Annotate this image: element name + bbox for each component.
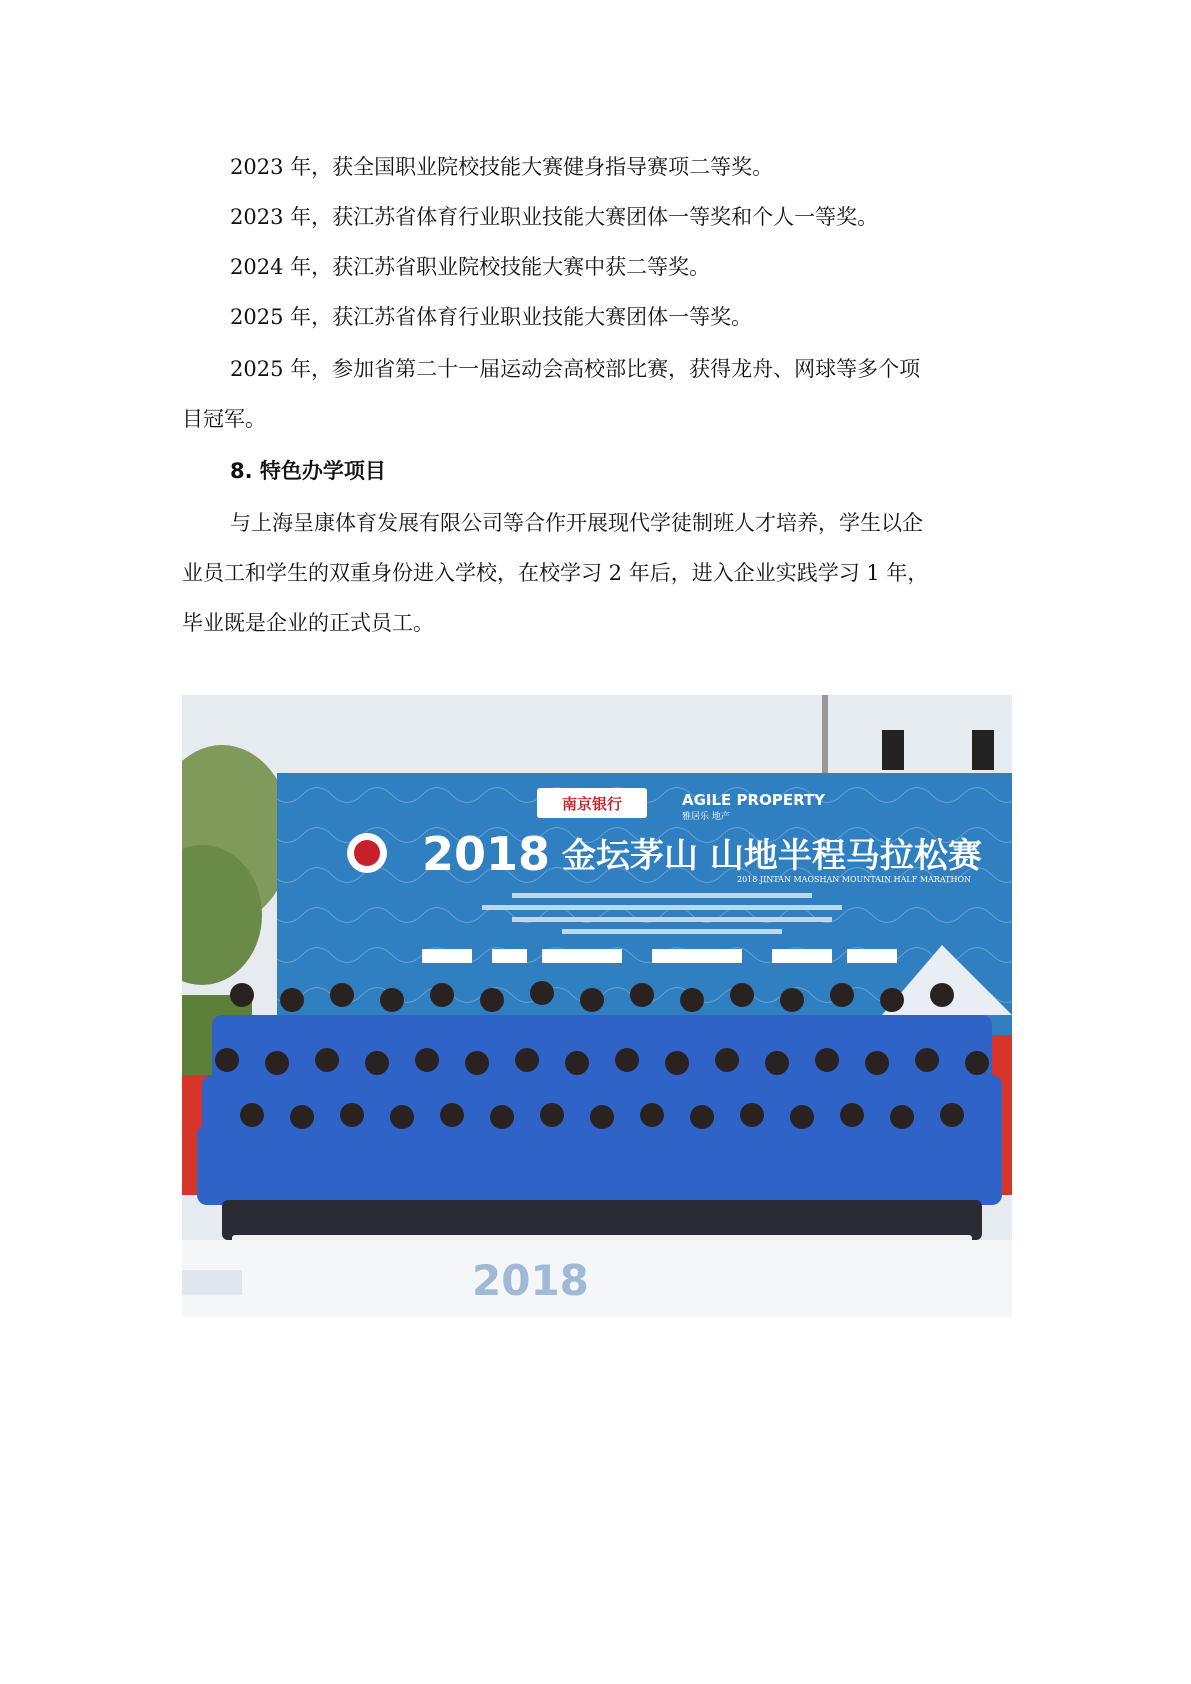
banner-sponsor-property: AGILE PROPERTY bbox=[682, 791, 826, 809]
award-line-1: 2023 年，获全国职业院校技能大赛健身指导赛项二等奖。 bbox=[230, 155, 774, 179]
banner-sponsor-bank: 南京银行 bbox=[561, 795, 623, 813]
award-line-4: 2025 年，获江苏省体育行业职业技能大赛团体一等奖。 bbox=[230, 305, 753, 329]
banner-year: 2018 bbox=[422, 827, 551, 881]
section-heading: 8. 特色办学项目 bbox=[230, 459, 386, 483]
award-line-5-cont: 目冠军。 bbox=[182, 407, 266, 431]
paragraph-line-1: 与上海呈康体育发展有限公司等合作开展现代学徒制班人才培养，学生以企 bbox=[230, 511, 923, 535]
ground-banner-year: 2018 bbox=[472, 1256, 589, 1305]
banner-title: 金坛茅山 山地半程马拉松赛 bbox=[562, 836, 982, 876]
paragraph-line-3: 毕业既是企业的正式员工。 bbox=[182, 611, 434, 635]
group-photo bbox=[182, 695, 1012, 1317]
banner-subtitle: 2018 JINTAN MAOSHAN MOUNTAIN HALF MARATHON bbox=[737, 875, 972, 884]
award-line-2: 2023 年，获江苏省体育行业职业技能大赛团体一等奖和个人一等奖。 bbox=[230, 205, 879, 229]
award-line-3: 2024 年，获江苏省职业院校技能大赛中获二等奖。 bbox=[230, 255, 711, 279]
group-photo-drawing bbox=[182, 695, 1012, 1317]
paragraph-line-2: 业员工和学生的双重身份进入学校，在校学习 2 年后，进入企业实践学习 1 年， bbox=[182, 561, 929, 585]
banner-sponsor-property-cn: 雅居乐 地产 bbox=[682, 812, 730, 822]
award-line-5: 2025 年，参加省第二十一届运动会高校部比赛，获得龙舟、网球等多个项 bbox=[230, 357, 921, 381]
